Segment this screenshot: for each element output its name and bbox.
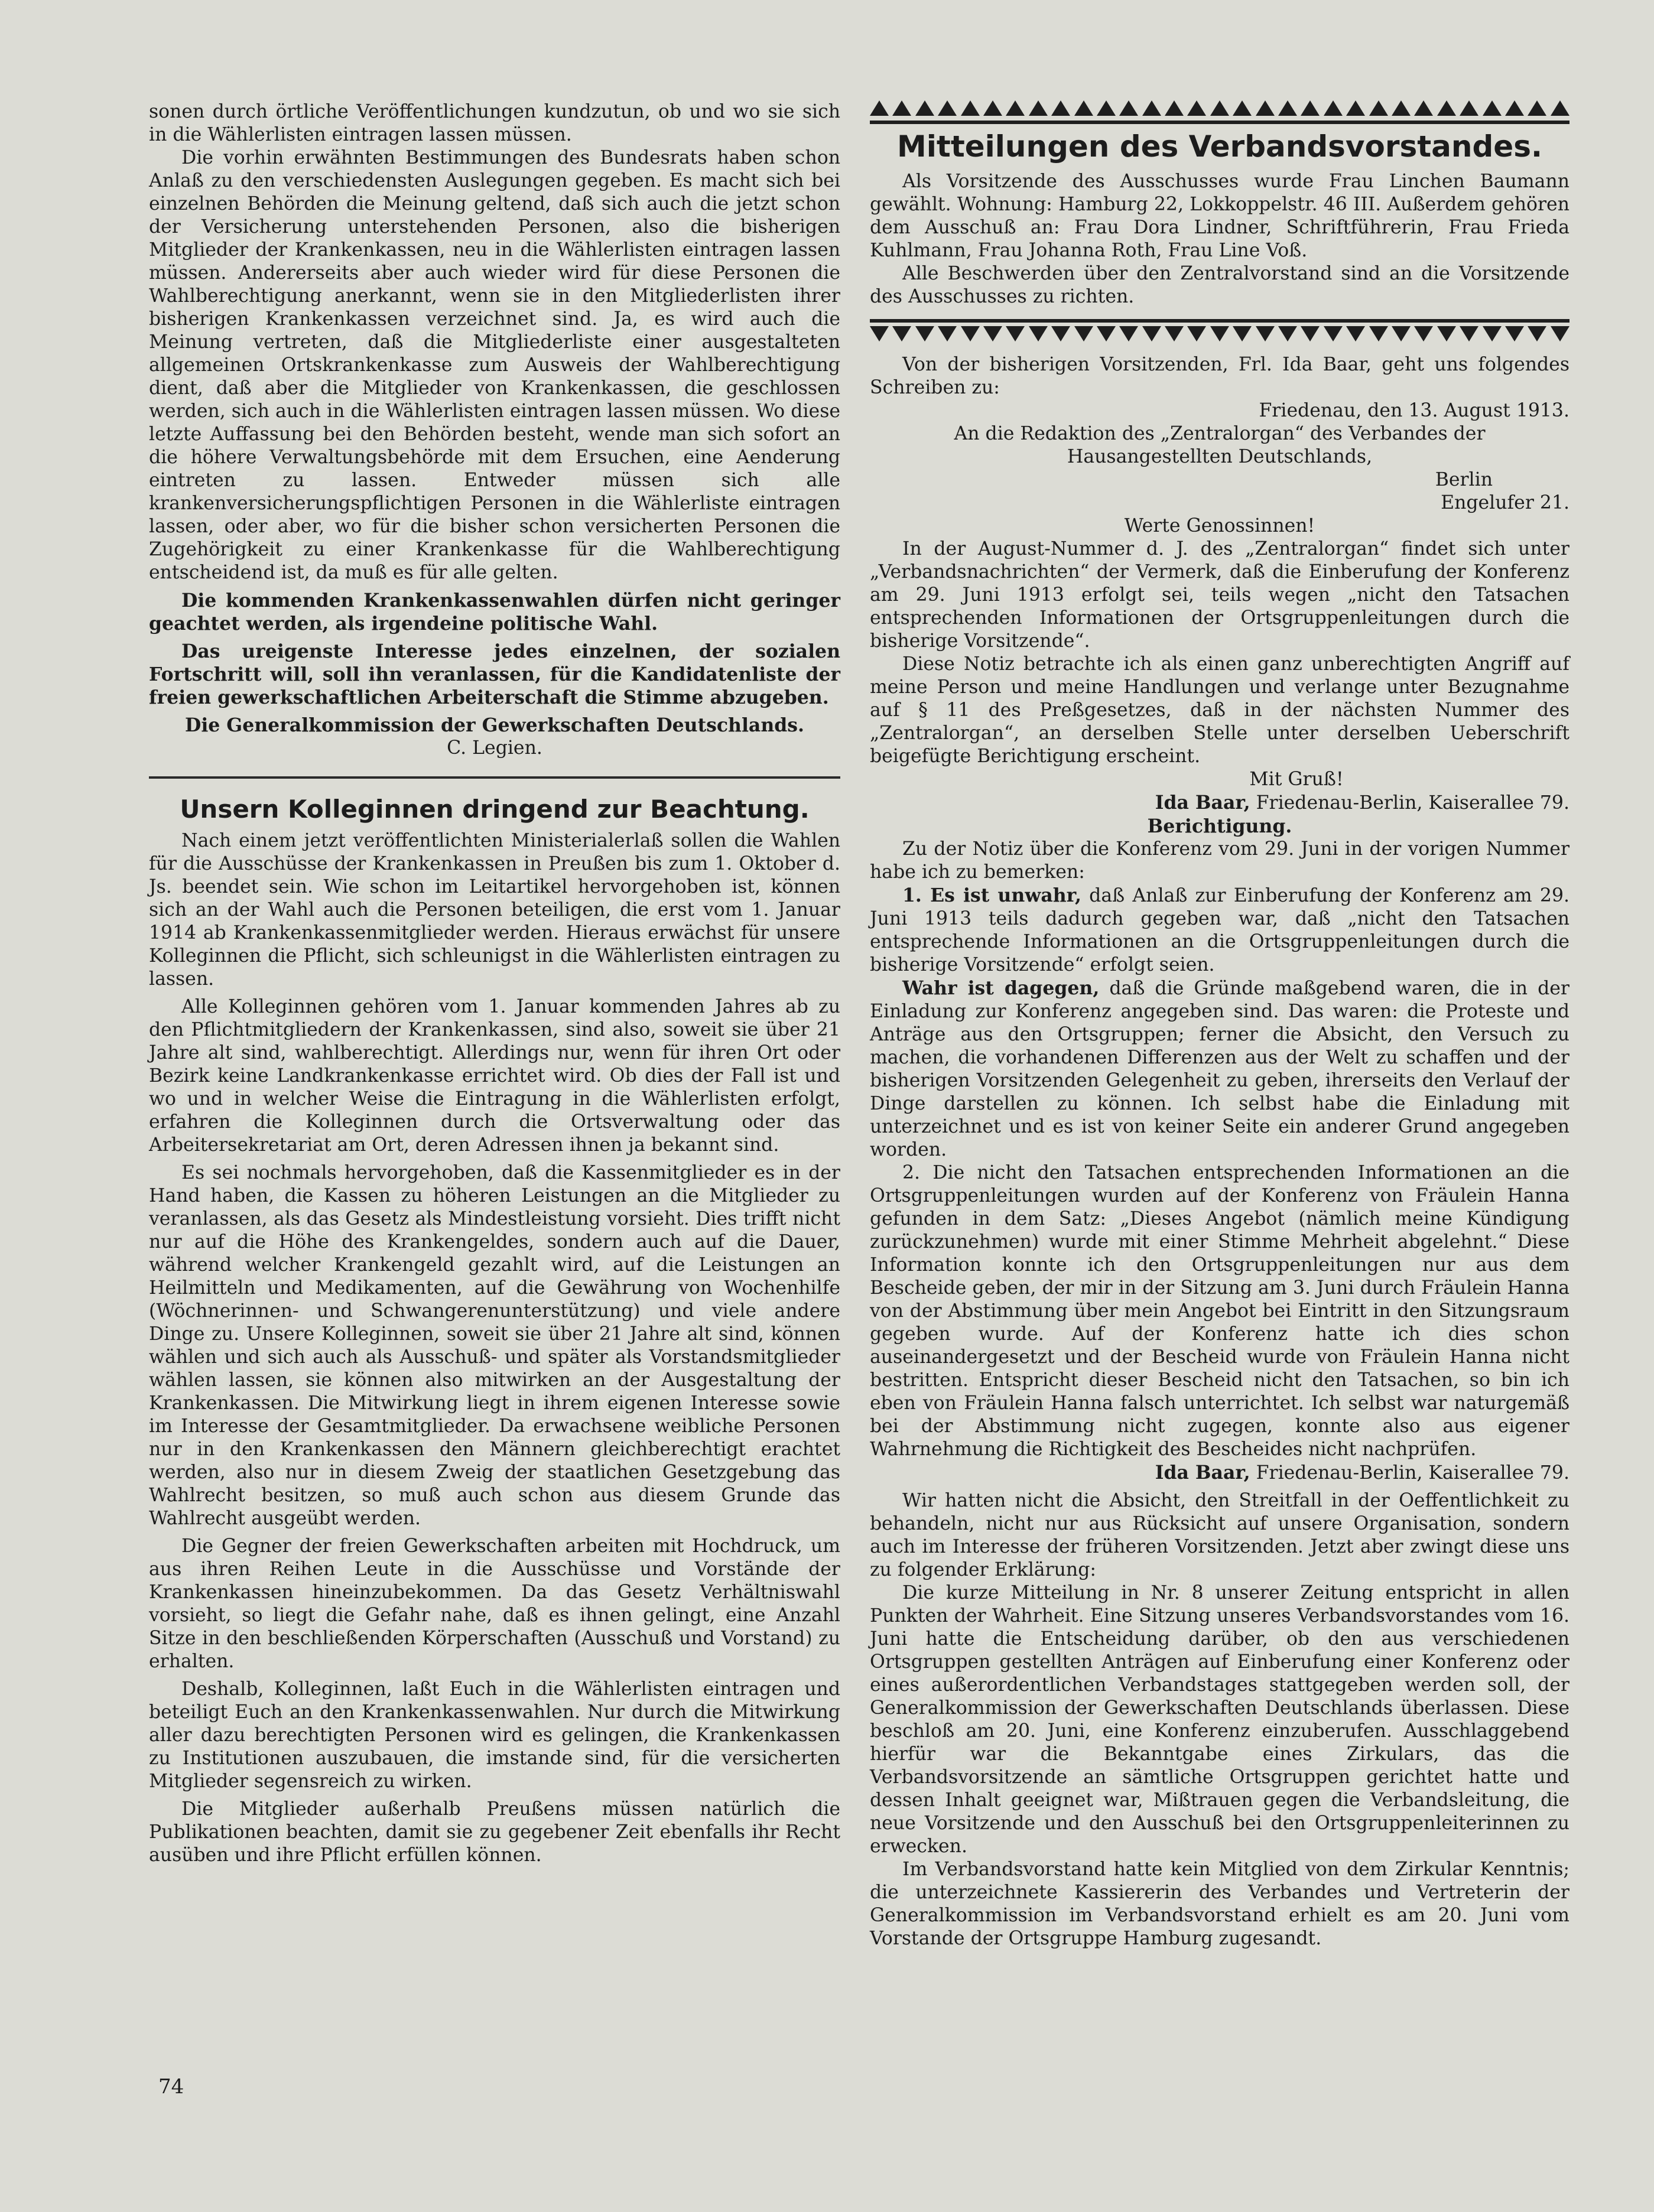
letter-salutation: Werte Genossinnen! xyxy=(1124,515,1315,536)
body-text: daß Anlaß zur Einberufung der Konferenz am 29. Juni 1913 teils dadurch gegeben war, daß „nicht den Tatsachen entsprechende Informationen an die Ortsgruppenleitungen durch die bisherige Vorsitzende“ erfolgt seien. xyxy=(870,885,1569,975)
paragraph: Nach einem jetzt veröffentlichten Ministerialerlaß sollen die Wahlen für die Ausschüsse der Krankenkassen in Preußen bis zum 1. Oktober d. Js. beendet sein. Wie schon im Leitartikel hervorgehoben ist, können sich an der Wahl auch die Personen beteiligen, die erst vom 1. Januar 1914 ab Krankenkassenmitglieder werden. Hieraus erwächst für unsere Kolleginnen die Pflicht, sich schleunigst in die Wählerlisten eintragen zu lassen. xyxy=(149,830,840,990)
section-heading: Mitteilungen des Verbandsvorstandes. xyxy=(897,129,1542,164)
paragraph: Alle Kolleginnen gehören vom 1. Januar kommenden Jahres ab zu den Pflichtmitgliedern der Krankenkassen, sind also, soweit sie über 21 Jahre alt sind, wahlberechtigt. Allerdings nur, wenn für ihren Ort oder Bezirk keine Landkrankenkasse errichtet wird. Ob dies der Fall ist und wo und in welcher Weise die Eintragung in die Wählerlisten erfolgt, erfahren die Kolleginnen durch die Ortsverwaltung oder das Arbeitersekretariat am Ort, deren Adressen ihnen ja bekannt sind. xyxy=(149,996,840,1156)
ornament-line xyxy=(870,121,1569,124)
paragraph: In der August-Nummer d. J. des „Zentralorgan“ findet sich unter „Verbandsnachrichten“ der Vermerk, daß die Einberufung der Konferenz am 29. Juni 1913 erfolgt sei, teils wegen „nicht den Tatsachen entsprechenden Informationen der Ortsgruppenleitungen durch die bisherige Vorsitzende“. xyxy=(870,538,1569,652)
signature-organization: Die Generalkommission der Gewerkschaften Deutschlands. xyxy=(185,714,804,736)
paragraph: Wir hatten nicht die Absicht, den Streitfall in der Oeffentlichkeit zu behandeln, nicht nur aus Rücksicht auf unsere Organisation, sondern auch im Interesse der früheren Vorsitzenden. Jetzt aber zwingt diese uns zu folgender Erklärung: xyxy=(870,1490,1569,1580)
paragraph: Deshalb, Kolleginnen, laßt Euch in die Wählerlisten eintragen und beteiligt Euch an den Krankenkassenwahlen. Nur durch die Mitwirkung aller dazu berechtigten Personen wird es gelingen, die Krankenkassen zu Institutionen auszubauen, die imstande sind, für die versicherten Mitglieder segensreich zu wirken. xyxy=(149,1678,840,1792)
letter-date: Friedenau, den 13. August 1913. xyxy=(1259,400,1569,421)
left-column xyxy=(149,100,840,1867)
signature-name: Ida Baar, xyxy=(1155,792,1250,814)
letter-signature xyxy=(870,1461,1569,1485)
paragraph: Als Vorsitzende des Ausschusses wurde Frau Linchen Baumann gewählt. Wohnung: Hamburg 22, Lokkoppelstr. 46 III. Außerdem gehören dem Ausschuß an: Frau Dora Lindner, Schriftführerin, Frau Frieda Kuhlmann, Frau Johanna Roth, Frau Line Voß. xyxy=(870,171,1569,261)
lead-text: Wahr ist dagegen, xyxy=(902,977,1100,999)
paragraph: Die Gegner der freien Gewerkschaften arbeiten mit Hochdruck, um aus ihren Reihen Leute in die Ausschüsse und Vorstände der Krankenkassen hineinzubekommen. Da das Gesetz Verhältniswahl vorsieht, so liegt die Gefahr nahe, daß es ihnen gelingt, eine Anzahl Sitze in den beschließenden Körperschaften (Ausschuß und Vorstand) zu erhalten. xyxy=(149,1536,840,1672)
paragraph: Die Mitglieder außerhalb Preußens müssen natürlich die Publikationen beachten, damit sie zu gegebener Zeit ebenfalls ihr Recht ausüben und ihre Pflicht erfüllen können. xyxy=(149,1798,840,1866)
section-divider xyxy=(149,776,840,779)
paragraph: sonen durch örtliche Veröffentlichungen kundzutun, ob und wo sie sich in die Wählerlisten eintragen lassen müssen. xyxy=(149,101,840,145)
paragraph: Zu der Notiz über die Konferenz vom 29. Juni in der vorigen Nummer habe ich zu bemerken: xyxy=(870,838,1569,883)
emphasis-paragraph: Die kommenden Krankenkassenwahlen dürfen nicht geringer geachtet werden, als irgendeine politische Wahl. xyxy=(149,590,840,635)
lead-text: 1. Es ist unwahr, xyxy=(902,884,1081,906)
ornament-border-bottom xyxy=(870,325,1569,345)
letter-address-street: Engelufer 21. xyxy=(1441,492,1569,513)
paragraph: 2. Die nicht den Tatsachen entsprechenden Informationen an die Ortsgruppenleitungen wurden auf der Konferenz von Fräulein Hanna gefunden in dem Satz: „Dieses Angebot (nämlich meine Kündigung zurückzunehmen) wurde mit einer Stimme Mehrheit abgelehnt.“ Diese Information konnte ich den Ortsgruppenleitungen nur aus dem Bescheide geben, der mir in der Sitzung am 3. Juni durch Fräulein Hanna von der Abstimmung über mein Angebot bei Eintritt in den Sitzungsraum gegeben wurde. Auf der Konferenz hatte ich dies schon auseinandergesetzt und der Bescheid wurde von Fräulein Hanna nicht bestritten. Entspricht dieser Bescheid nicht den Tatsachen, so bin ich eben von Fräulein Hanna falsch unterrichtet. Ich selbst war naturgemäß bei der Abstimmung nicht zugegen, konnte also aus eigener Wahrnehmung die Richtigkeit des Bescheides nicht nachprüfen. xyxy=(870,1162,1569,1460)
article-heading: Unsern Kolleginnen dringend zur Beachtung. xyxy=(180,795,810,824)
paragraph: Die kurze Mitteilung in Nr. 8 unserer Zeitung entspricht in allen Punkten der Wahrheit. Eine Sitzung unseres Verbandsvorstandes vom 16. Juni hatte die Entscheidung darüber, ob den aus verschiedenen Ortsgruppen gestellten Anträgen auf Einberufung einer Konferenz oder eines außerordentlichen Verbandstages stattgegeben werden soll, der Generalkommission der Gewerkschaften Deutschlands überlassen. Diese beschloß am 20. Juni, eine Konferenz einzuberufen. Ausschlaggebend hierfür war die Bekanntgabe eines Zirkulars, das die Verbandsvorsitzende an sämtliche Ortsgruppen gerichtet hatte und dessen Inhalt geeignet war, Mißtrauen gegen die Verbandsleitung, die neue Vorsitzende und den Ausschuß bei den Ortsgruppenleiterinnen zu erwecken. xyxy=(870,1582,1569,1857)
page-number: 74 xyxy=(158,2075,184,2099)
ornament-border-top xyxy=(870,97,1569,117)
paragraph: Von der bisherigen Vorsitzenden, Frl. Ida Baar, geht uns folgendes Schreiben zu: xyxy=(870,354,1569,398)
paragraph: Im Verbandsvorstand hatte kein Mitglied von dem Zirkular Kenntnis; die unterzeichnete Kassiererin des Verbandes und Vertreterin der Generalkommission im Verbandsvorstand erhielt es am 20. Juni vom Vorstande der Ortsgruppe Hamburg zugesandt. xyxy=(870,1859,1569,1949)
correction-title: Berichtigung. xyxy=(1147,815,1292,837)
signature-address: Friedenau-Berlin, Kaiserallee 79. xyxy=(1250,792,1569,814)
letter-signature xyxy=(870,791,1569,815)
paragraph xyxy=(870,977,1569,1162)
body-text: daß die Gründe maßgebend waren, die in der Einladung zur Konferenz angegeben sind. Das waren: die Proteste und Anträge aus den Ortsgruppen; ferner die Absicht, den Versuch zu machen, die vorhandenen Differenzen aus der Welt zu schaffen und der bisherigen Vorsitzenden Gelegenheit zu geben, ihrerseits den Verlauf der Dinge darstellen zu können. Ich selbst habe die Einladung mit unterzeichnet und es ist von keiner Seite ein anderer Grund angegeben worden. xyxy=(870,978,1569,1160)
signature-address: Friedenau-Berlin, Kaiserallee 79. xyxy=(1250,1462,1569,1484)
letter-closing: Mit Gruß! xyxy=(1249,769,1344,790)
signature-name: Ida Baar, xyxy=(1155,1462,1250,1484)
ornament-line xyxy=(870,319,1569,323)
letter-address: An die Redaktion des „Zentralorgan“ des Verbandes der Hausangestellten Deutschlands, xyxy=(954,423,1486,467)
emphasis-paragraph: Das ureigenste Interesse jedes einzelnen, der sozialen Fortschritt will, soll ihn veranlassen, für die Kandidatenliste der freien gewerkschaftlichen Arbeiterschaft die Stimme abzugeben. xyxy=(149,640,840,708)
signature-name: C. Legien. xyxy=(447,737,542,759)
paragraph: Es sei nochmals hervorgehoben, daß die Kassenmitglieder es in der Hand haben, die Kassen zu höheren Leistungen an die Mitglieder zu veranlassen, als das Gesetz als Mindestleistung vorsieht. Dies trifft nicht nur auf die Höhe des Krankengeldes, sondern auch auf die Dauer, während welcher Krankengeld gezahlt wird, auf die Leistungen an Heilmitteln und Medikamenten, auf die Gewährung von Wochenhilfe (Wöchnerinnen- und Schwangerenunterstützung) und viele andere Dinge zu. Unsere Kolleginnen, soweit sie über 21 Jahre alt sind, können wählen und sich auch als Ausschuß- und später als Vorstandsmitglieder wählen lassen, sie können also mitwirken an der Ausgestaltung der Krankenkassen. Die Mitwirkung liegt in ihrem eigenen Interesse sowie im Interesse der Gesamtmitglieder. Da erwachsene weibliche Personen nur in den Krankenkassen den Männern gleichberechtigt erachtet werden, also nur in diesem Zweig der staatlichen Gesetzgebung das Wahlrecht besitzen, so muß auch schon aus diesem Grunde das Wahlrecht ausgeübt werden. xyxy=(149,1162,840,1529)
paragraph: Diese Notiz betrachte ich als einen ganz unberechtigten Angriff auf meine Person und meine Handlungen und verlange unter Bezugnahme auf § 11 des Preßgesetzes, daß in der nächsten Nummer des „Zentralorgan“, an derselben Stelle unter derselben Ueberschrift beigefügte Berichtigung erscheint. xyxy=(870,653,1569,767)
right-column xyxy=(870,95,1569,1950)
paragraph xyxy=(870,884,1569,977)
paragraph: Die vorhin erwähnten Bestimmungen des Bundesrats haben schon Anlaß zu den verschiedensten Auslegungen gegeben. Es macht sich bei einzelnen Behörden die Meinung geltend, daß sich auch die jetzt schon der Versicherung unterstehenden Personen, also die bisherigen Mitglieder der Krankenkassen, neu in die Wählerlisten eintragen lassen müssen. Andererseits aber auch wieder wird für diese Personen die Wahlberechtigung anerkannt, wenn sie in den Mitgliederlisten ihrer bisherigen Krankenkassen verzeichnet sind. Ja, es wird auch die Meinung vertreten, daß die Mitgliederliste einer ausgestalteten allgemeinen Ortskrankenkasse zum Ausweis der Wahlberechtigung dient, daß aber die Mitglieder von Krankenkassen, die geschlossen werden, sich auch in die Wählerlisten eintragen lassen müssen. Wo diese letzte Auffassung bei den Behörden besteht, wende man sich sofort an die höhere Verwaltungsbehörde mit dem Ersuchen, eine Aenderung eintreten zu lassen. Entweder müssen sich alle krankenversicherungspflichtigen Personen in die Wählerliste eintragen lassen, oder aber, wo für die bisher schon versicherten Personen die Zugehörigkeit zu einer Krankenkasse für die Wahlberechtigung entscheidend ist, da muß es für alle gelten. xyxy=(149,147,840,583)
letter-address-city: Berlin xyxy=(1435,469,1493,490)
paragraph: Alle Beschwerden über den Zentralvorstand sind an die Vorsitzende des Ausschusses zu richten. xyxy=(870,263,1569,307)
